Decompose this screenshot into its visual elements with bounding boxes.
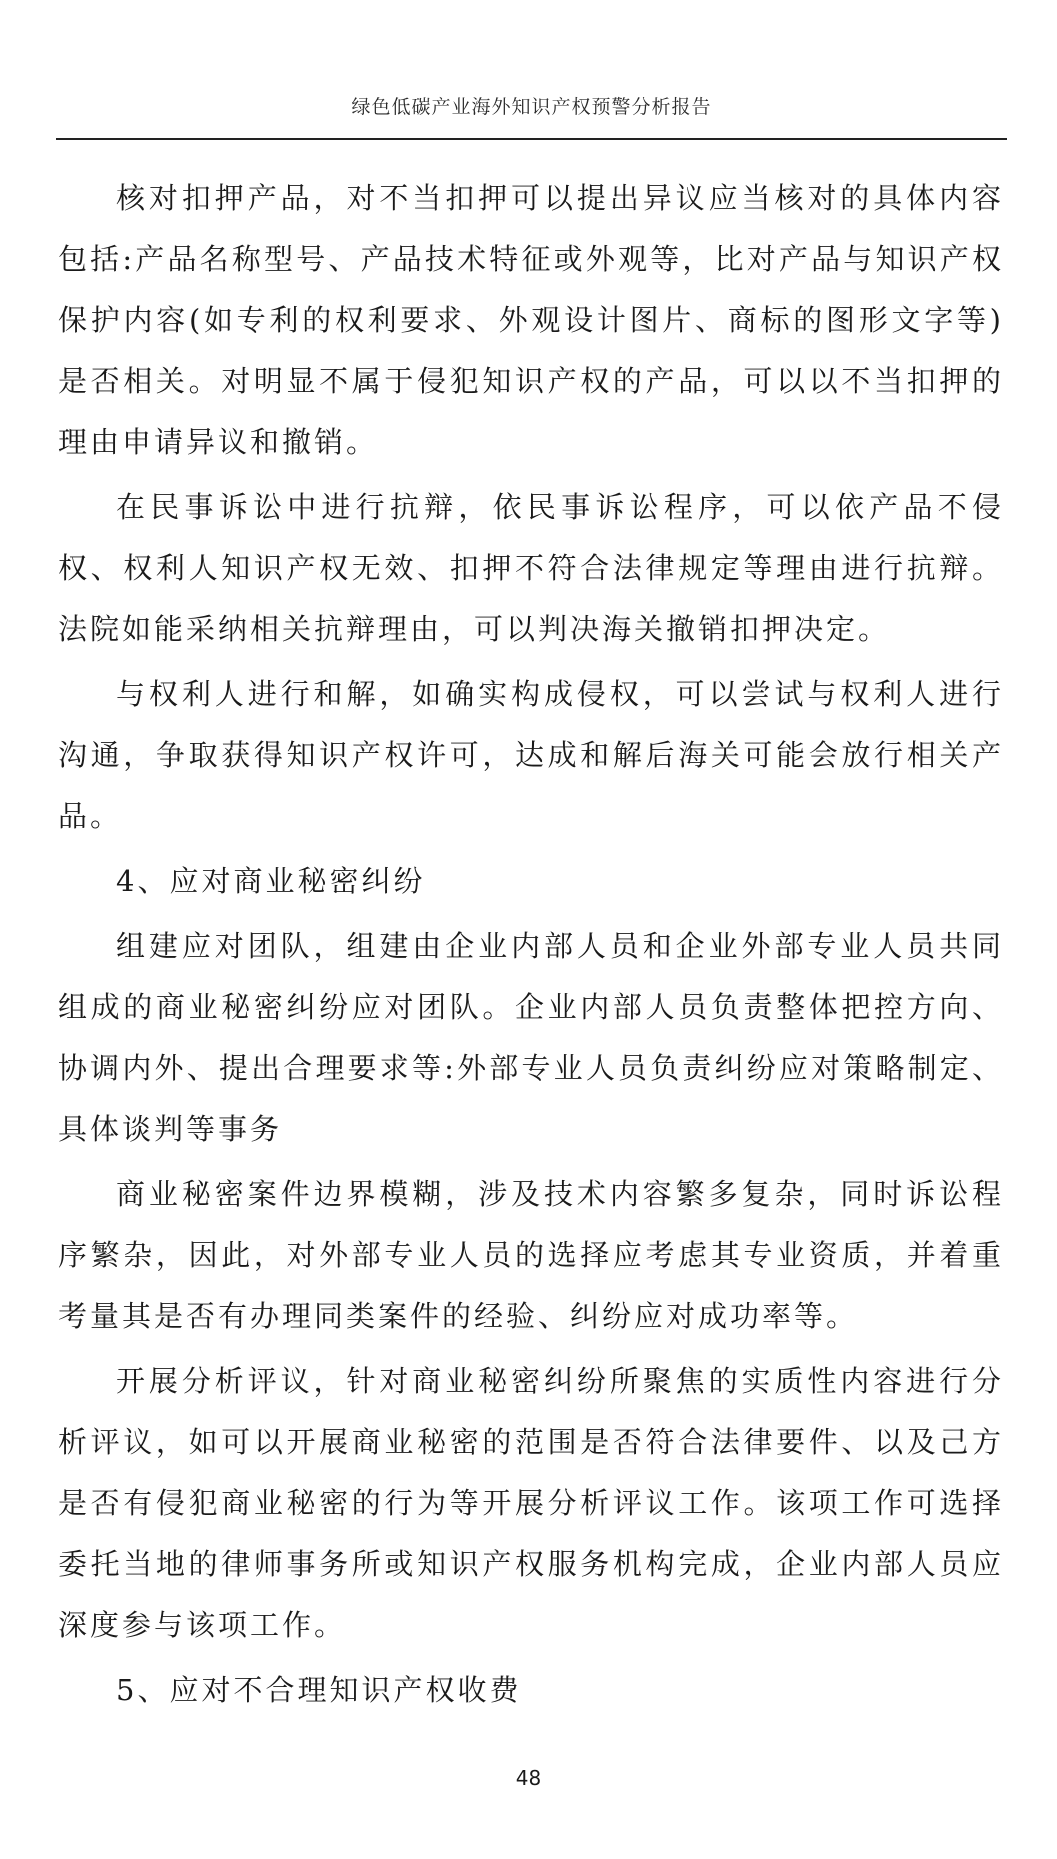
section-heading-unreasonable-fees: 5、应对不合理知识产权收费: [116, 1673, 522, 1707]
paragraph-verify-seized-products: 核对扣押产品，对不当扣押可以提出异议应当核对的具体内容包括:产品名称型号、产品技术特征或外观等，比对产品与知识产权保护内容(如专利的权利要求、外观设计图片、商标的图形文字等)是否相关。对明显不属于侵犯知识产权的产品，可以以不当扣押的理由申请异议和撤销。: [58, 181, 1004, 459]
page-number: 48: [515, 1766, 542, 1790]
paragraph-response-team: 组建应对团队，组建由企业内部人员和企业外部专业人员共同组成的商业秘密纠纷应对团队。企业内部人员负责整体把控方向、协调内外、提出合理要求等:外部专业人员负责纠纷应对策略制定、具体谈判等事务: [58, 929, 1004, 1146]
document-body: [58, 168, 1004, 1725]
paragraph-expert-selection: 商业秘密案件边界模糊，涉及技术内容繁多复杂，同时诉讼程序繁杂，因此，对外部专业人员的选择应考虑其专业资质，并着重考量其是否有办理同类案件的经验、纠纷应对成功率等。: [58, 1177, 1004, 1333]
paragraph-civil-litigation-defense: 在民事诉讼中进行抗辩，依民事诉讼程序，可以依产品不侵权、权利人知识产权无效、扣押不符合法律规定等理由进行抗辩。法院如能采纳相关抗辩理由，可以判决海关撤销扣押决定。: [58, 490, 1004, 646]
header-divider: [56, 138, 1007, 140]
page-header: 绿色低碳产业海外知识产权预警分析报告: [351, 96, 712, 118]
paragraph-analysis-review: 开展分析评议，针对商业秘密纠纷所聚焦的实质性内容进行分析评议，如可以开展商业秘密的范围是否符合法律要件、以及己方是否有侵犯商业秘密的行为等开展分析评议工作。该项工作可选择委托当地的律师事务所或知识产权服务机构完成，企业内部人员应深度参与该项工作。: [58, 1364, 1004, 1642]
section-heading-trade-secrets: 4、应对商业秘密纠纷: [116, 864, 426, 898]
paragraph-settlement: 与权利人进行和解，如确实构成侵权，可以尝试与权利人进行沟通，争取获得知识产权许可，达成和解后海关可能会放行相关产品。: [58, 677, 1004, 833]
